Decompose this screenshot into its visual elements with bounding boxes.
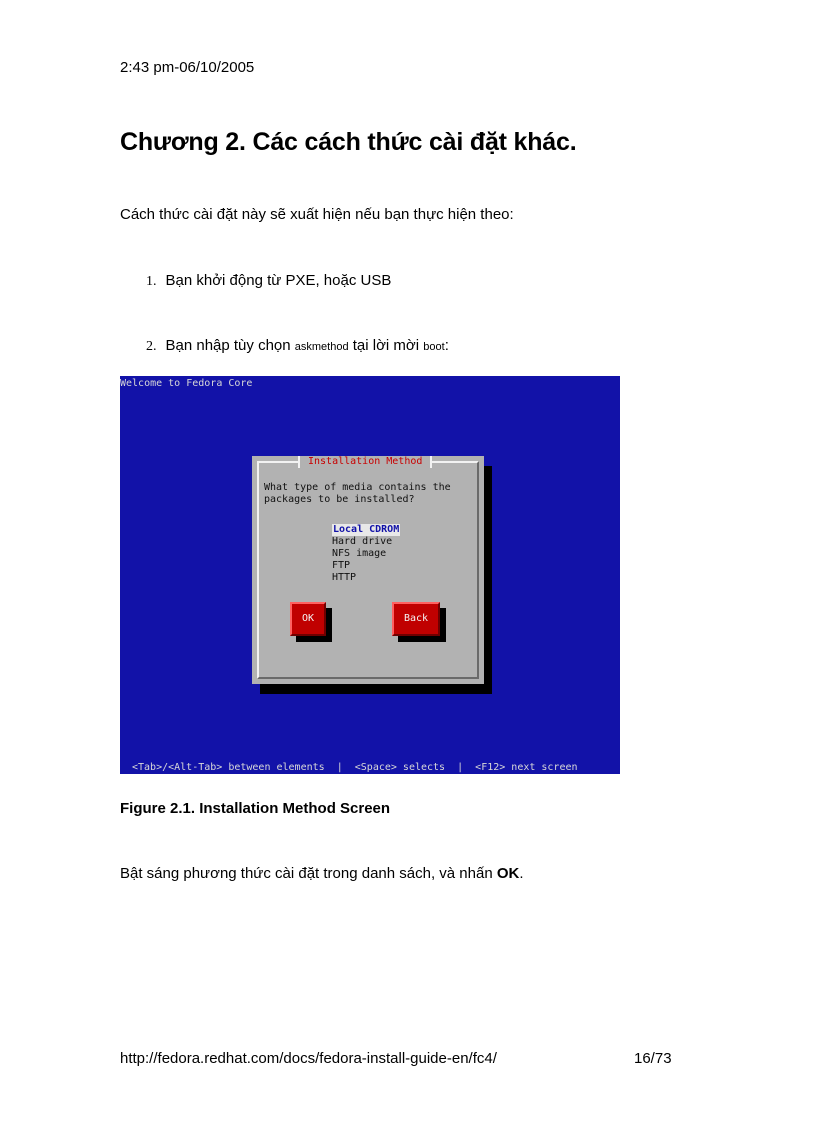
list-item: [146, 272, 391, 290]
instruction-text: Bật sáng phương thức cài đặt trong danh sách, và nhấn: [120, 865, 497, 882]
page-number: 16/73: [634, 1050, 672, 1067]
list-text-post: :: [444, 337, 449, 354]
back-button[interactable]: Back: [392, 602, 440, 636]
list-text: Bạn khởi động từ PXE, hoặc USB: [165, 272, 392, 289]
figure-caption: Figure 2.1. Installation Method Screen: [120, 800, 391, 817]
installer-screenshot: [120, 376, 620, 774]
instruction-ok: OK: [496, 865, 520, 882]
option-ftp[interactable]: FTP: [332, 560, 351, 571]
code-boot: boot: [423, 341, 445, 353]
list-text-pre: Bạn nhập tùy chọn: [165, 337, 295, 354]
code-askmethod: askmethod: [294, 341, 349, 353]
installation-method-dialog: [252, 456, 484, 684]
dialog-question: What type of media contains the packages to be installed?: [264, 482, 451, 505]
instruction-end: .: [519, 865, 524, 882]
keyboard-hints: <Tab>/<Alt-Tab> between elements | <Space> selects | <F12> next screen: [132, 762, 578, 773]
option-http[interactable]: HTTP: [332, 572, 357, 583]
welcome-banner: Welcome to Fedora Core: [120, 378, 253, 389]
list-number: 1.: [146, 274, 157, 289]
footer-url[interactable]: http://fedora.redhat.com/docs/fedora-install-guide-en/fc4/: [120, 1050, 497, 1067]
dialog-title: Installation Method: [298, 456, 432, 468]
chapter-title: Chương 2. Các cách thức cài đặt khác.: [120, 128, 577, 156]
list-item: [146, 337, 449, 355]
list-text-mid: tại lời mời: [348, 337, 424, 354]
header-timestamp: 2:43 pm-06/10/2005: [120, 59, 255, 76]
option-local-cdrom[interactable]: Local CDROM: [333, 524, 400, 535]
list-number: 2.: [146, 339, 157, 354]
option-nfs-image[interactable]: NFS image: [332, 548, 387, 559]
ok-button[interactable]: OK: [290, 602, 326, 636]
intro-paragraph: Cách thức cài đặt này sẽ xuất hiện nếu bạn thực hiện theo:: [120, 206, 514, 223]
option-hard-drive[interactable]: Hard drive: [332, 536, 393, 547]
instruction-paragraph: [120, 865, 524, 882]
